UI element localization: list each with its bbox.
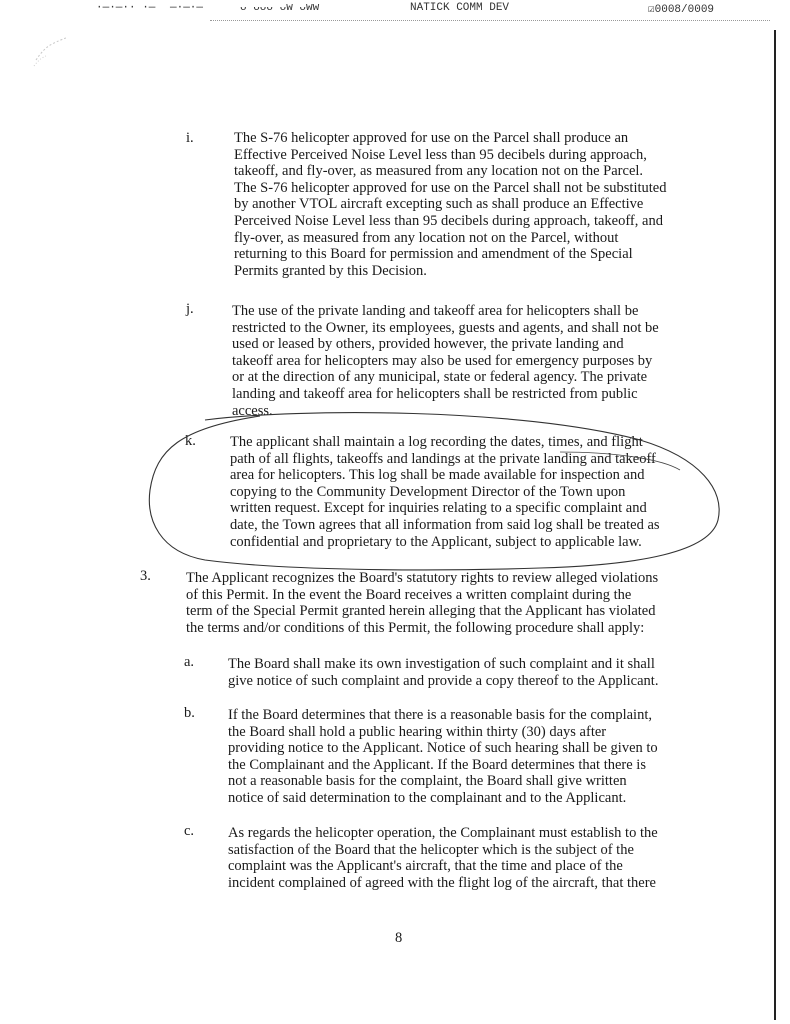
text-line: of this Permit. In the event the Board receives a written complaint during the [186, 586, 632, 603]
item-k-text [230, 434, 660, 550]
text-line: copying to the Community Development Director of the Town upon [230, 483, 626, 500]
text-line: written request. Except for inquiries relating to a specific complaint and [230, 500, 647, 517]
text-line: The applicant shall maintain a log recording the dates, times, and flight [230, 434, 643, 450]
section-3-text [186, 570, 658, 636]
page-number: 8 [395, 930, 403, 946]
text-line: the Board shall hold a public hearing within thirty (30) days after [228, 723, 607, 740]
item-marker-a: a. [184, 654, 195, 670]
text-line: path of all flights, takeoffs and landings at the private landing and takeoff [230, 450, 656, 467]
text-line: not a reasonable basis for the complaint, the Board shall give written [228, 773, 627, 790]
fax-header [0, 0, 790, 24]
text-line: returning to this Board for permission and amendment of the Special [234, 246, 633, 263]
item-b-text [228, 707, 658, 807]
item-marker-k: k. [185, 433, 196, 449]
text-line: providing notice to the Applicant. Notice of such hearing shall be given to [228, 740, 658, 757]
text-line: The Board shall make its own investigation of such complaint and it shall [228, 656, 655, 672]
text-line: access. [232, 402, 273, 419]
text-line: satisfaction of the Board that the helicopter which is the subject of the [228, 841, 634, 858]
text-line: restricted to the Owner, its employees, guests and agents, and shall not be [232, 319, 659, 336]
section-marker-3: 3. [140, 568, 151, 584]
fax-sender: NATICK COMM DEV [410, 2, 510, 14]
text-line: If the Board determines that there is a reasonable basis for the complaint, [228, 707, 652, 723]
text-line: area for helicopters. This log shall be made available for inspection and [230, 467, 645, 484]
text-line: landing and takeoff area for helicopters shall be restricted from public [232, 385, 638, 402]
text-line: the terms and/or conditions of this Permit, the following procedure shall apply: [186, 619, 645, 636]
text-line: by another VTOL aircraft excepting such as shall produce an Effective [234, 196, 644, 213]
item-marker-j: j. [186, 301, 194, 317]
text-line: takeoff area for helicopters may also be used for emergency purposes by [232, 352, 653, 369]
text-line: Permits granted by this Decision. [234, 262, 427, 279]
text-line: takeoff, and fly-over, as measured from any location not on the Parcel. [234, 163, 644, 180]
item-marker-b: b. [184, 705, 195, 721]
fax-code: ·—·—·· ·— [96, 2, 156, 14]
text-line: or at the direction of any municipal, state or federal agency. The private [232, 369, 648, 386]
page-edge [774, 30, 776, 1020]
text-line: complaint was the Applicant's aircraft, that the time and place of the [228, 858, 623, 875]
text-line: The Applicant recognizes the Board's statutory rights to review alleged violations [186, 570, 659, 586]
text-line: date, the Town agrees that all information from said log shall be treated as [230, 516, 660, 533]
text-line: The S-76 helicopter approved for use on the Parcel shall not be substituted [234, 179, 667, 196]
item-j-text [232, 303, 659, 419]
text-line: term of the Special Permit granted herein alleging that the Applicant has violated [186, 603, 656, 620]
text-line: give notice of such complaint and provide a copy thereof to the Applicant. [228, 672, 659, 689]
text-line: the Complainant and the Applicant. If the Board determines that there is [228, 756, 646, 773]
item-marker-i: i. [186, 130, 194, 146]
text-line: The S-76 helicopter approved for use on the Parcel shall produce an [234, 130, 629, 146]
item-a-text [228, 656, 658, 689]
text-line: used or leased by others, provided however, the private landing and [232, 336, 624, 353]
item-c-text [228, 825, 658, 891]
text-line: confidential and proprietary to the Applicant, subject to applicable law. [230, 533, 642, 550]
text-line: incident complained of agreed with the flight log of the aircraft, that there [228, 874, 656, 891]
text-line: As regards the helicopter operation, the Complainant must establish to the [228, 825, 658, 841]
text-line: The use of the private landing and takeoff area for helicopters shall be [232, 303, 639, 319]
text-line: notice of said determination to the complainant and to the Applicant. [228, 789, 627, 806]
item-i-text [234, 130, 666, 279]
text-line: Perceived Noise Level less than 95 decibels during approach, takeoff, and [234, 212, 663, 229]
text-line: fly-over, as measured from any location not on the Parcel, without [234, 229, 619, 246]
fax-code-2: —·—·— [170, 2, 204, 14]
item-marker-c: c. [184, 823, 195, 839]
text-line: Effective Perceived Noise Level less than 95 decibels during approach, [234, 146, 647, 163]
scan-artifact [30, 30, 70, 70]
fax-header-divider [210, 20, 770, 22]
fax-page-counter: ☑0008/0009 [648, 4, 715, 16]
fax-phone: ᴗ ᴗᴗᴗ ᴗᴡ ᴗᴡᴡ [240, 2, 320, 14]
